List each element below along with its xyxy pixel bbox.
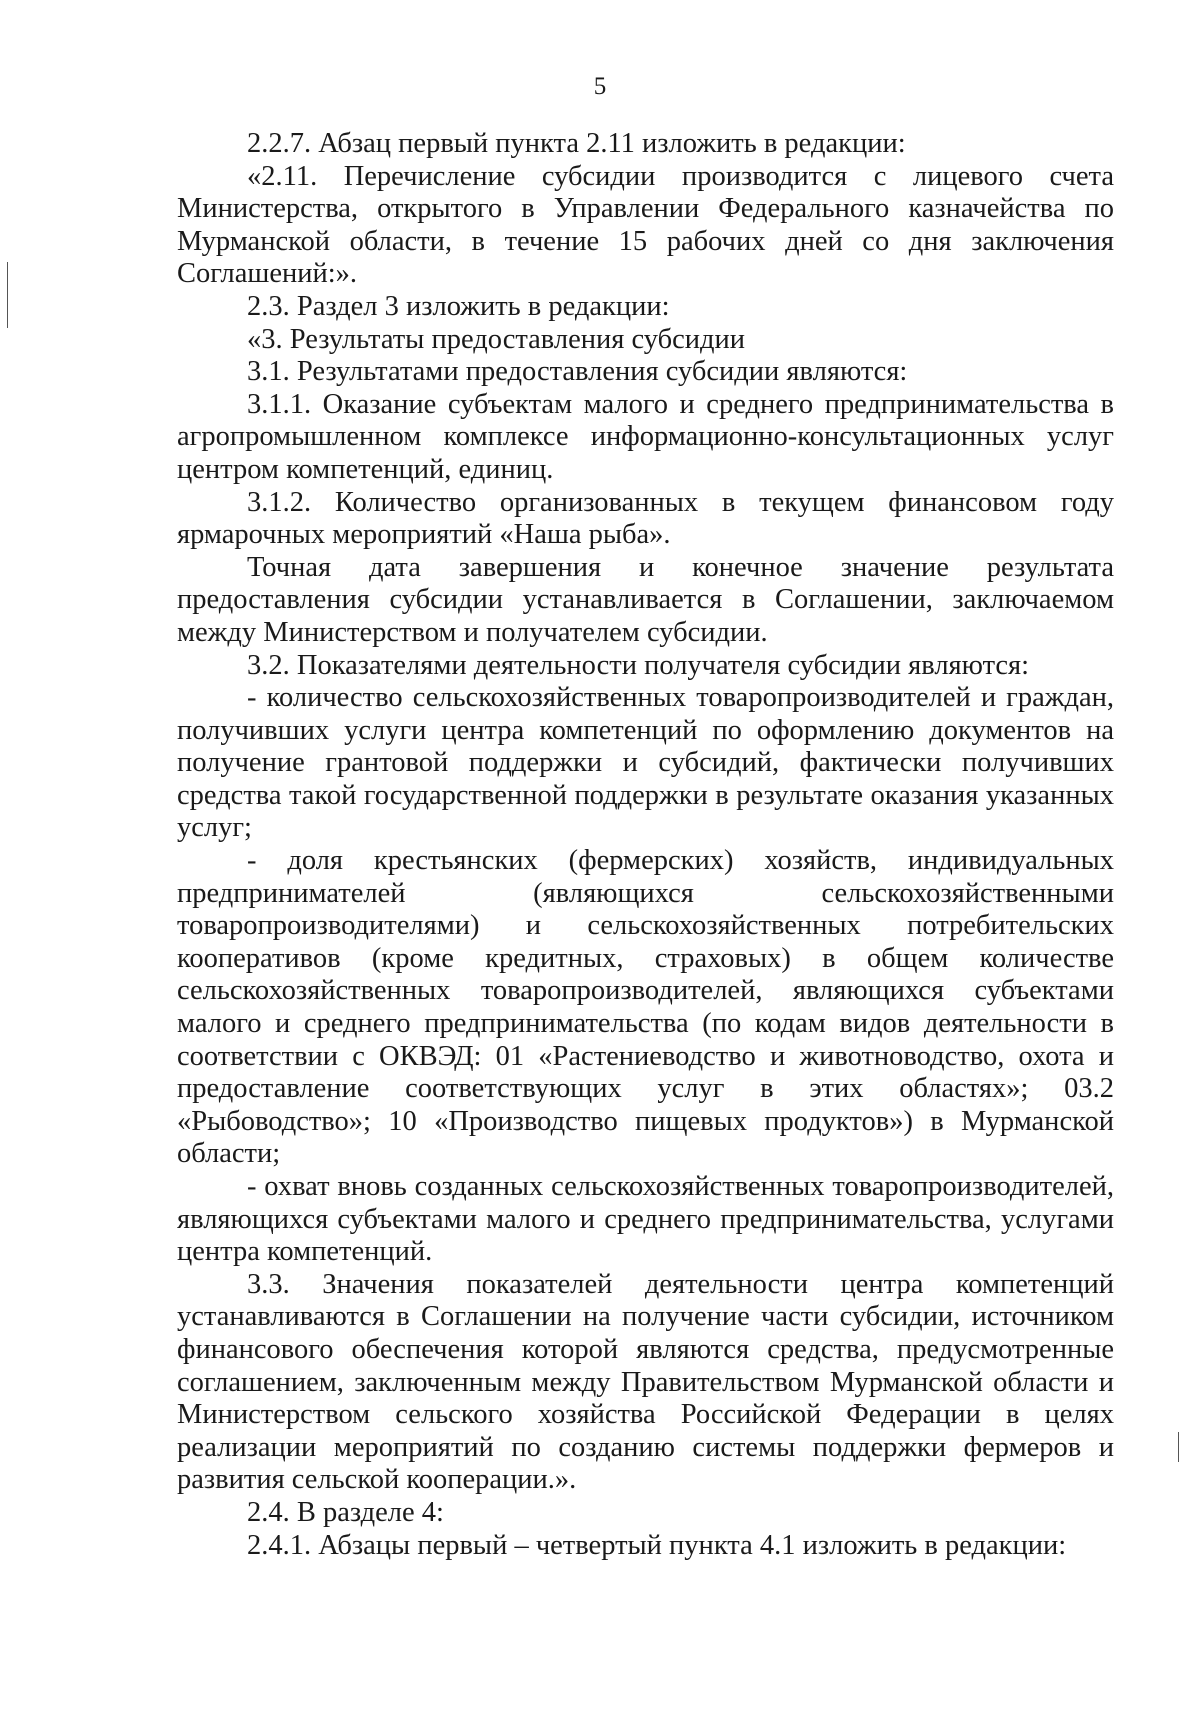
scan-margin-mark [1178,1432,1179,1462]
paragraph: 2.4. В разделе 4: [247,1496,444,1528]
paragraph: Точная дата завершения и конечное значение результата предоставления субсидии устанавливается в Соглашении, заключаемом между Министерством и получателем субсидии. [177,551,1114,648]
paragraph: «3. Результаты предоставления субсидии [247,323,746,355]
list-item: - количество сельскохозяйственных товаропроизводителей и граждан, получивших услуги центра компетенций по оформлению документов на получение грантовой поддержки и субсидий, фактически получивших средства такой государственной поддержки в результате оказания указанных услуг; [177,682,1114,844]
paragraph: 2.4.1. Абзацы первый – четвертый пункта 4.1 изложить в редакции: [247,1529,1067,1561]
list-item: - охват вновь созданных сельскохозяйственных товаропроизводителей, являющихся субъектами малого и среднего предпринимательства, услугами центра компетенций. [177,1171,1114,1268]
scan-margin-mark [7,262,8,328]
paragraph: 3.3. Значения показателей деятельности центра компетенций устанавливаются в Соглашении на получение части субсидии, источником финансового обеспечения которой являются средства, предусмотренные соглашением, заключенным между Правительством Мурманской области и Министерством сельского хозяйства Российской Федерации в целях реализации мероприятий по созданию системы поддержки фермеров и развития сельской кооперации.». [177,1268,1114,1496]
paragraph: 3.1.2. Количество организованных в текущем финансовом году ярмарочных мероприятий «Наша рыба». [177,486,1114,551]
paragraph: 3.1.1. Оказание субъектам малого и среднего предпринимательства в агропромышленном комплексе информационно-консультационных услуг центром компетенций, единиц. [177,388,1114,485]
paragraph: 3.2. Показателями деятельности получателя субсидии являются: [247,649,1030,681]
list-item: - доля крестьянских (фермерских) хозяйств, индивидуальных предпринимателей (являющихся сельскохозяйственными товаропроизводителями) и сельскохозяйственных потребительских кооперативов (кроме кредитных, страховых) в общем количестве сельскохозяйственных товаропроизводителей, являющихся субъектами малого и среднего предпринимательства (по кодам видов деятельности в соответствии с ОКВЭД: 01 «Растениеводство и животноводство, охота и предоставление соответствующих услуг в этих областях»; 03.2 «Рыбоводство»; 10 «Производство пищевых продуктов») в Мурманской области; [177,845,1114,1170]
paragraph: 2.2.7. Абзац первый пункта 2.11 изложить в редакции: [247,128,906,159]
document-body [177,128,1114,1562]
paragraph: 2.3. Раздел 3 изложить в редакции: [247,290,670,322]
paragraph: 3.1. Результатами предоставления субсидии являются: [247,356,908,388]
paragraph: «2.11. Перечисление субсидии производится с лицевого счета Министерства, открытого в Управлении Федерального казначейства по Мурманской области, в течение 15 рабочих дней со дня заключения Соглашений:». [177,160,1114,290]
page-number: 5 [593,73,607,100]
